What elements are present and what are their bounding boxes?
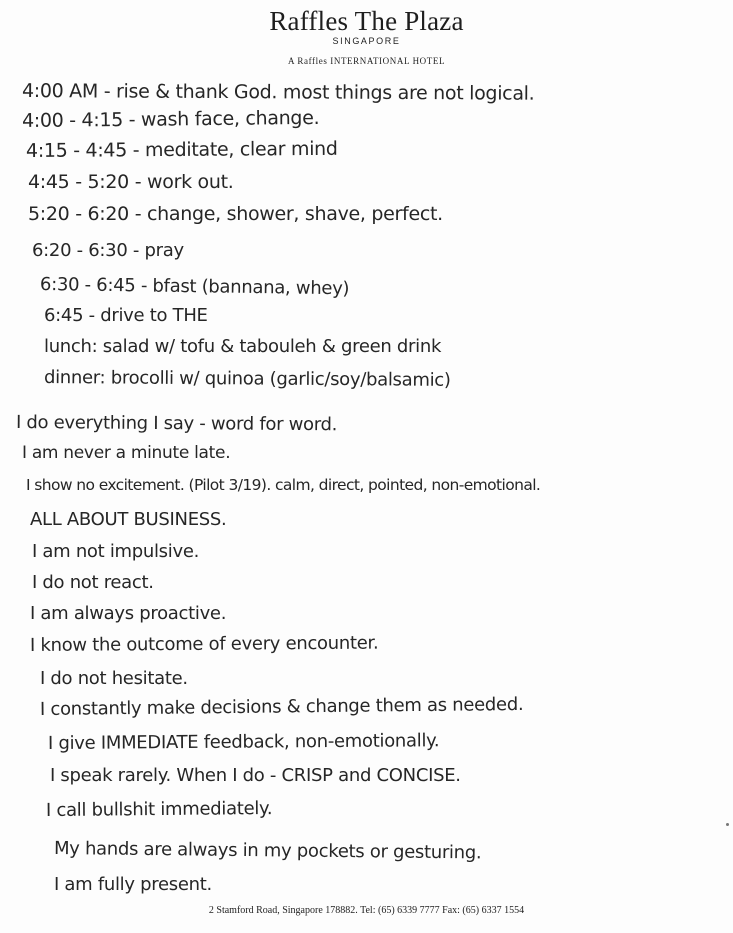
schedule-line: 6:45 - drive to THE xyxy=(44,305,208,326)
footer-address: 2 Stamford Road, Singapore 178882. Tel: (65) 6339 7777 Fax: (65) 6337 1554 xyxy=(208,905,525,916)
letterhead xyxy=(0,6,733,66)
affirmation-line: My hands are always in my pockets or gesturing. xyxy=(53,838,482,864)
schedule-line: 5:20 - 6:20 - change, shower, shave, perfect. xyxy=(28,203,443,225)
affirmation-line: I am not impulsive. xyxy=(32,541,200,562)
schedule-line: 4:00 AM - rise & thank God. most things are not logical. xyxy=(21,80,535,105)
affirmation-line: I do not react. xyxy=(32,572,154,593)
hotel-city: SINGAPORE xyxy=(332,36,401,46)
affirmation-line: I am fully present. xyxy=(54,874,212,895)
hotel-tagline: A Raffles INTERNATIONAL HOTEL xyxy=(287,56,446,66)
schedule-line: 4:45 - 5:20 - work out. xyxy=(28,171,234,193)
schedule-line: lunch: salad w/ tofu & tabouleh & green drink xyxy=(44,336,442,357)
affirmation-line: I speak rarely. When I do - CRISP and CONCISE. xyxy=(50,765,461,786)
schedule-line: dinner: brocolli w/ quinoa (garlic/soy/balsamic) xyxy=(43,367,451,391)
hotel-name: Raffles The Plaza xyxy=(269,6,464,36)
affirmation-line: I give IMMEDIATE feedback, non-emotionally. xyxy=(47,730,440,754)
affirmation-line: I do not hesitate. xyxy=(40,668,188,689)
affirmation-line: I do everything I say - word for word. xyxy=(15,412,338,436)
affirmation-line: I am never a minute late. xyxy=(22,443,231,463)
affirmation-line: I know the outcome of every encounter. xyxy=(29,632,379,656)
affirmation-line: I show no excitement. (Pilot 3/19). calm, direct, pointed, non-emotional. xyxy=(26,476,541,494)
paper-speck xyxy=(726,823,729,826)
schedule-line: 6:20 - 6:30 - pray xyxy=(32,240,184,261)
schedule-line: 4:00 - 4:15 - wash face, change. xyxy=(21,106,320,132)
affirmation-line: I constantly make decisions & change them as needed. xyxy=(39,693,524,720)
schedule-line: 4:15 - 4:45 - meditate, clear mind xyxy=(25,137,338,162)
affirmation-line: I am always proactive. xyxy=(30,603,227,624)
affirmation-line: I call bullshit immediately. xyxy=(45,798,273,821)
schedule-line: 6:30 - 6:45 - bfast (bannana, whey) xyxy=(39,274,350,300)
affirmation-line: ALL ABOUT BUSINESS. xyxy=(30,509,227,530)
